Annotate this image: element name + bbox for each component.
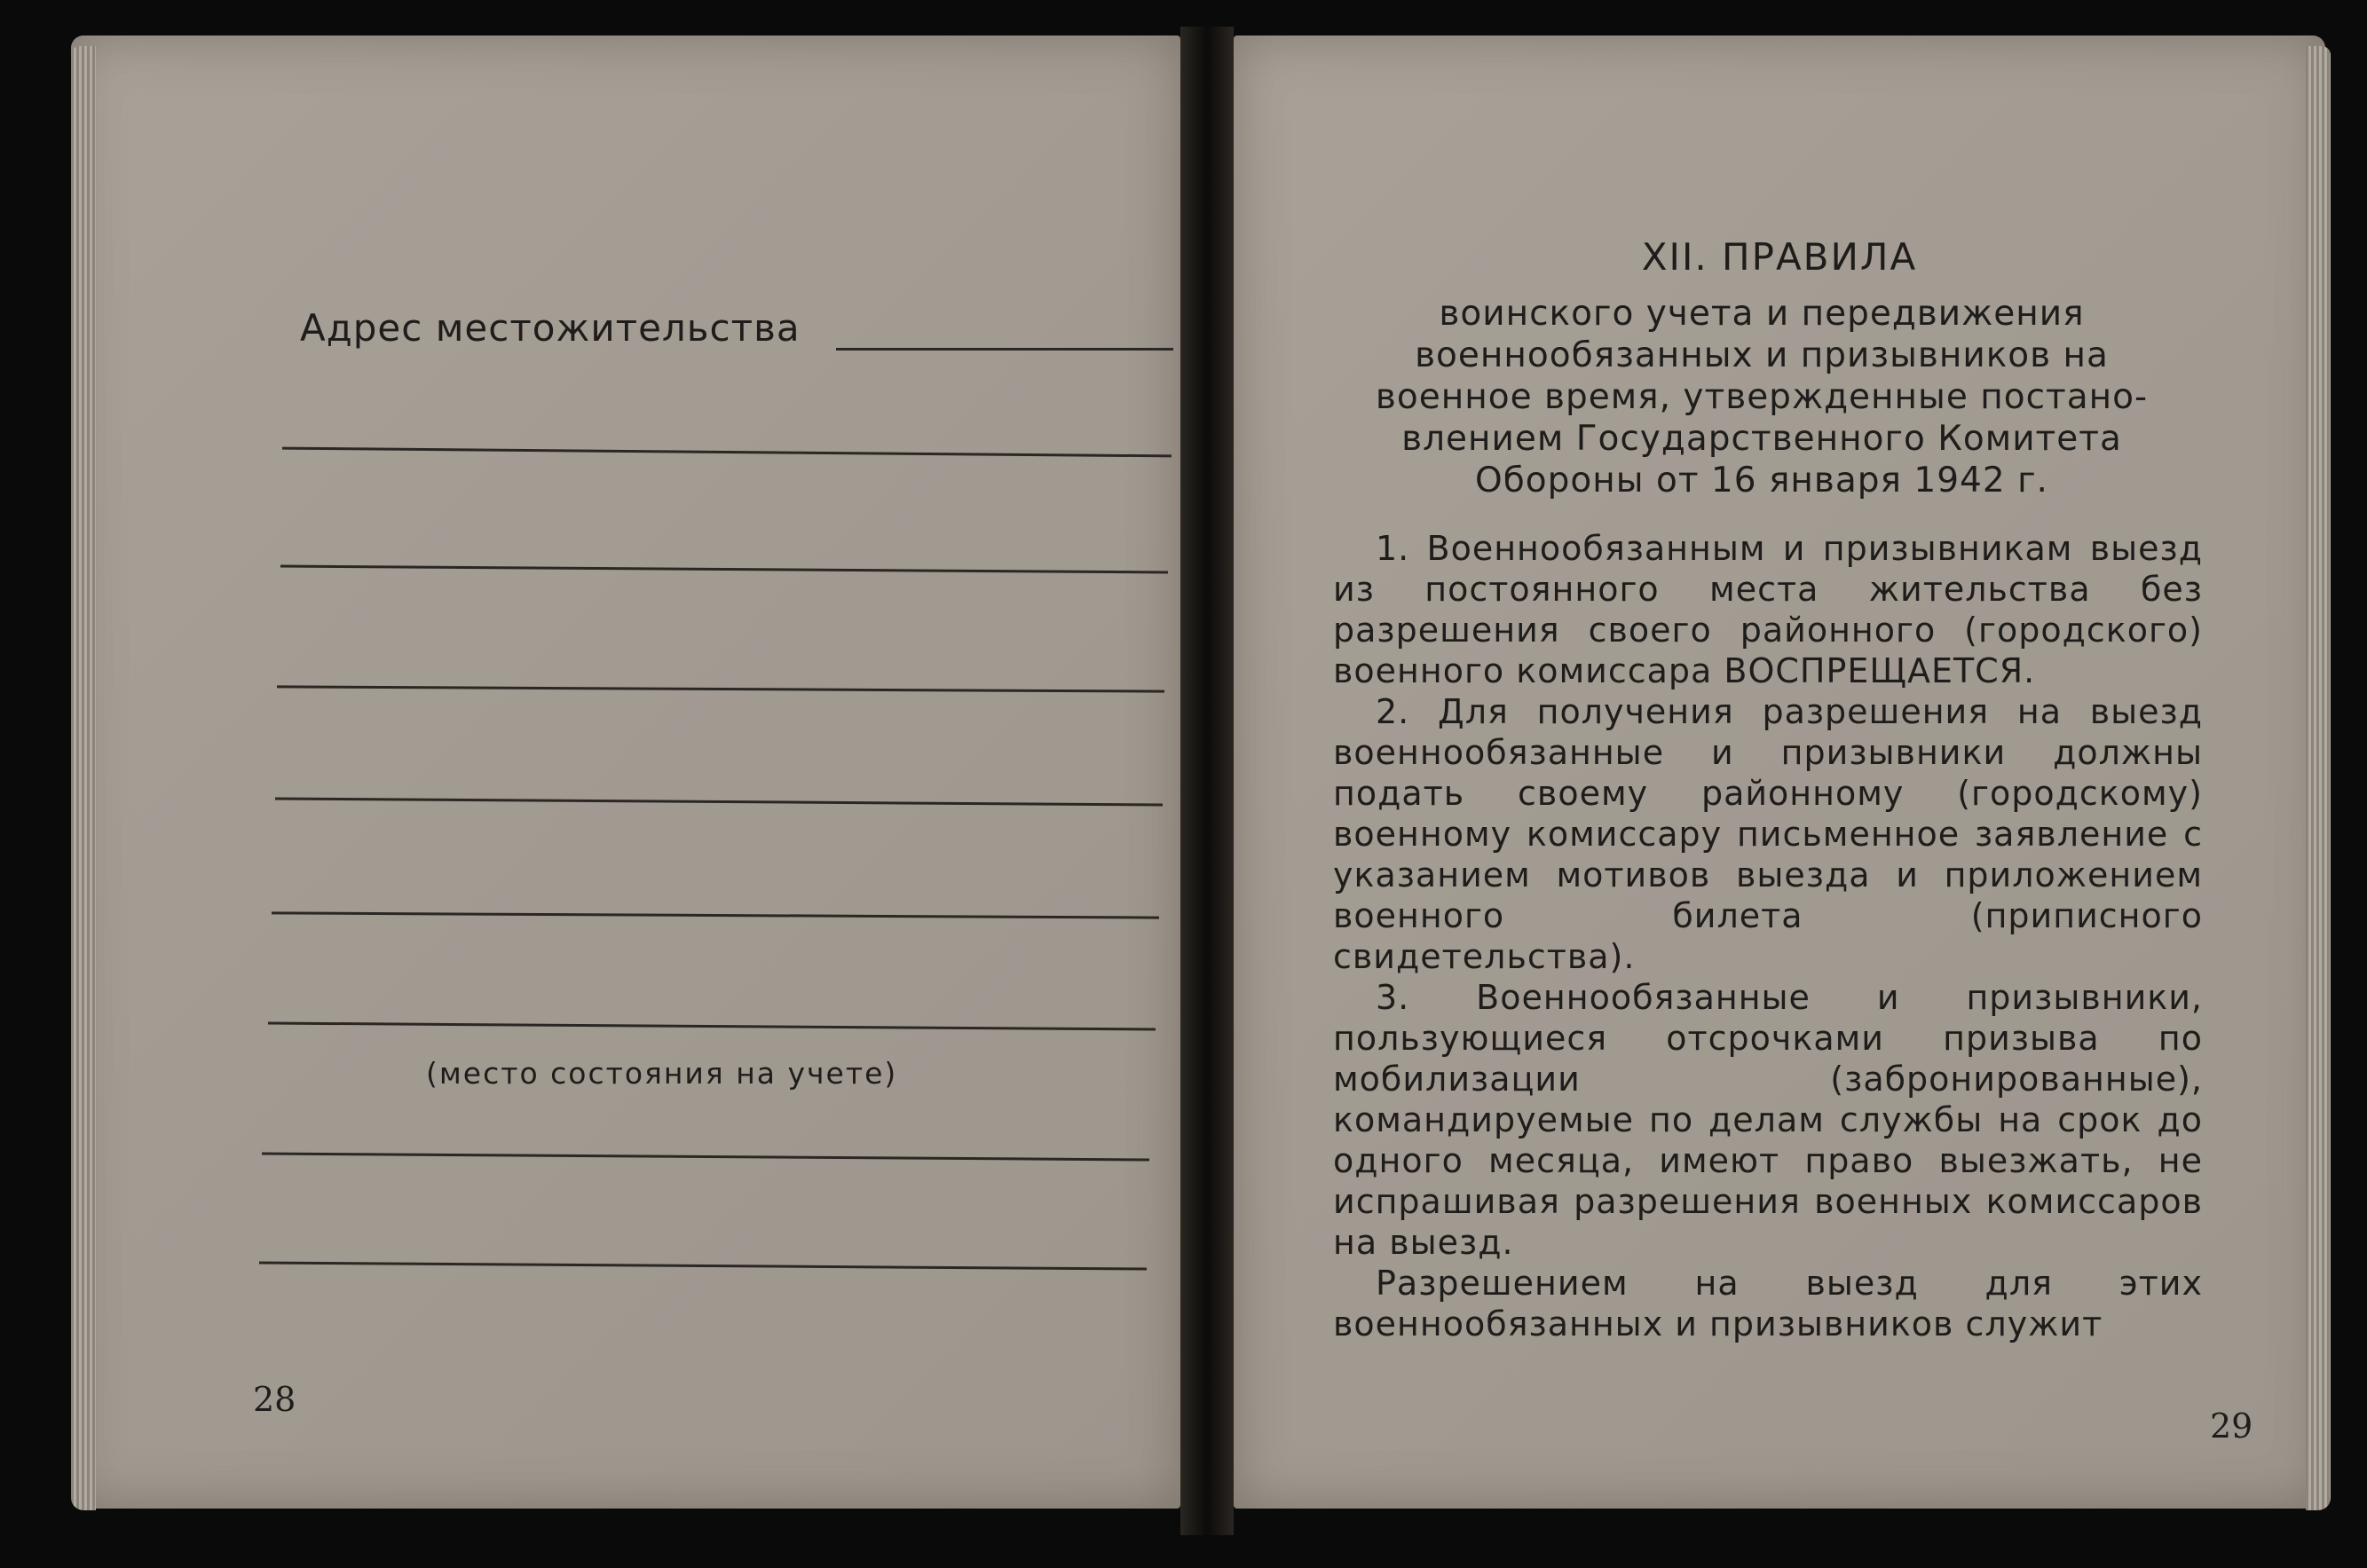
subtitle-line: военнообязанных и призывников на — [1415, 335, 2109, 375]
extra-fill-line-2 — [259, 1262, 1147, 1271]
rule-paragraph-2: 2. Для получения разрешения на выезд военнообязанные и призывники должны подать своему районному (городскому) военному комиссару письменное заявление с указанием мотивов выезда и приложением военного билета (приписного свидетельства). — [1333, 692, 2203, 976]
rule-paragraph-3: 3. Военнообязанные и призывники, пользующиеся отсрочками призыва по мобилизации (забронированные), командируемые по делам службы на срок до одного месяца, имеют право выезжать, не испрашивая разрешения военных комиссаров на выезд. — [1333, 978, 2203, 1262]
extra-fill-line-1 — [262, 1153, 1149, 1162]
address-fill-line-4 — [277, 685, 1164, 692]
page-edges-left — [71, 46, 96, 1510]
registration-place-caption: (место состояния на учете) — [426, 1056, 898, 1091]
subtitle-line: военное время, утвержденные постано- — [1375, 377, 2149, 417]
address-fill-line-6 — [272, 911, 1159, 918]
address-fill-line-2 — [282, 447, 1172, 458]
section-title: XII. ПРАВИЛА — [1641, 235, 1918, 279]
left-page — [71, 35, 1180, 1509]
open-booklet — [53, 35, 2325, 1522]
address-fill-line-3 — [280, 565, 1168, 574]
address-label: Адрес местожительства — [300, 306, 801, 350]
rules-body — [1333, 528, 2203, 1344]
right-page — [1234, 35, 2325, 1509]
page-number-right: 29 — [2210, 1406, 2253, 1446]
rule-paragraph-4: Разрешением на выезд для этих военнообязанных и призывников служит — [1333, 1264, 2203, 1343]
subtitle-line: влением Государственного Комитета — [1401, 419, 2122, 459]
subtitle-line: воинского учета и передвижения — [1439, 294, 2085, 334]
rules-subtitle — [1318, 293, 2205, 501]
address-fill-line-1 — [836, 348, 1173, 351]
book-spine — [1180, 27, 1234, 1535]
registration-place-line — [268, 1022, 1156, 1031]
rule-paragraph-1: 1. Военнообязанным и призывникам выезд из постоянного места жительства без разрешения своего районного (городского) военного комиссара ВОСПРЕЩАЕТСЯ. — [1333, 529, 2203, 690]
page-number-left: 28 — [253, 1380, 296, 1419]
subtitle-line: Обороны от 16 января 1942 г. — [1475, 461, 2048, 500]
address-fill-line-5 — [275, 798, 1163, 807]
